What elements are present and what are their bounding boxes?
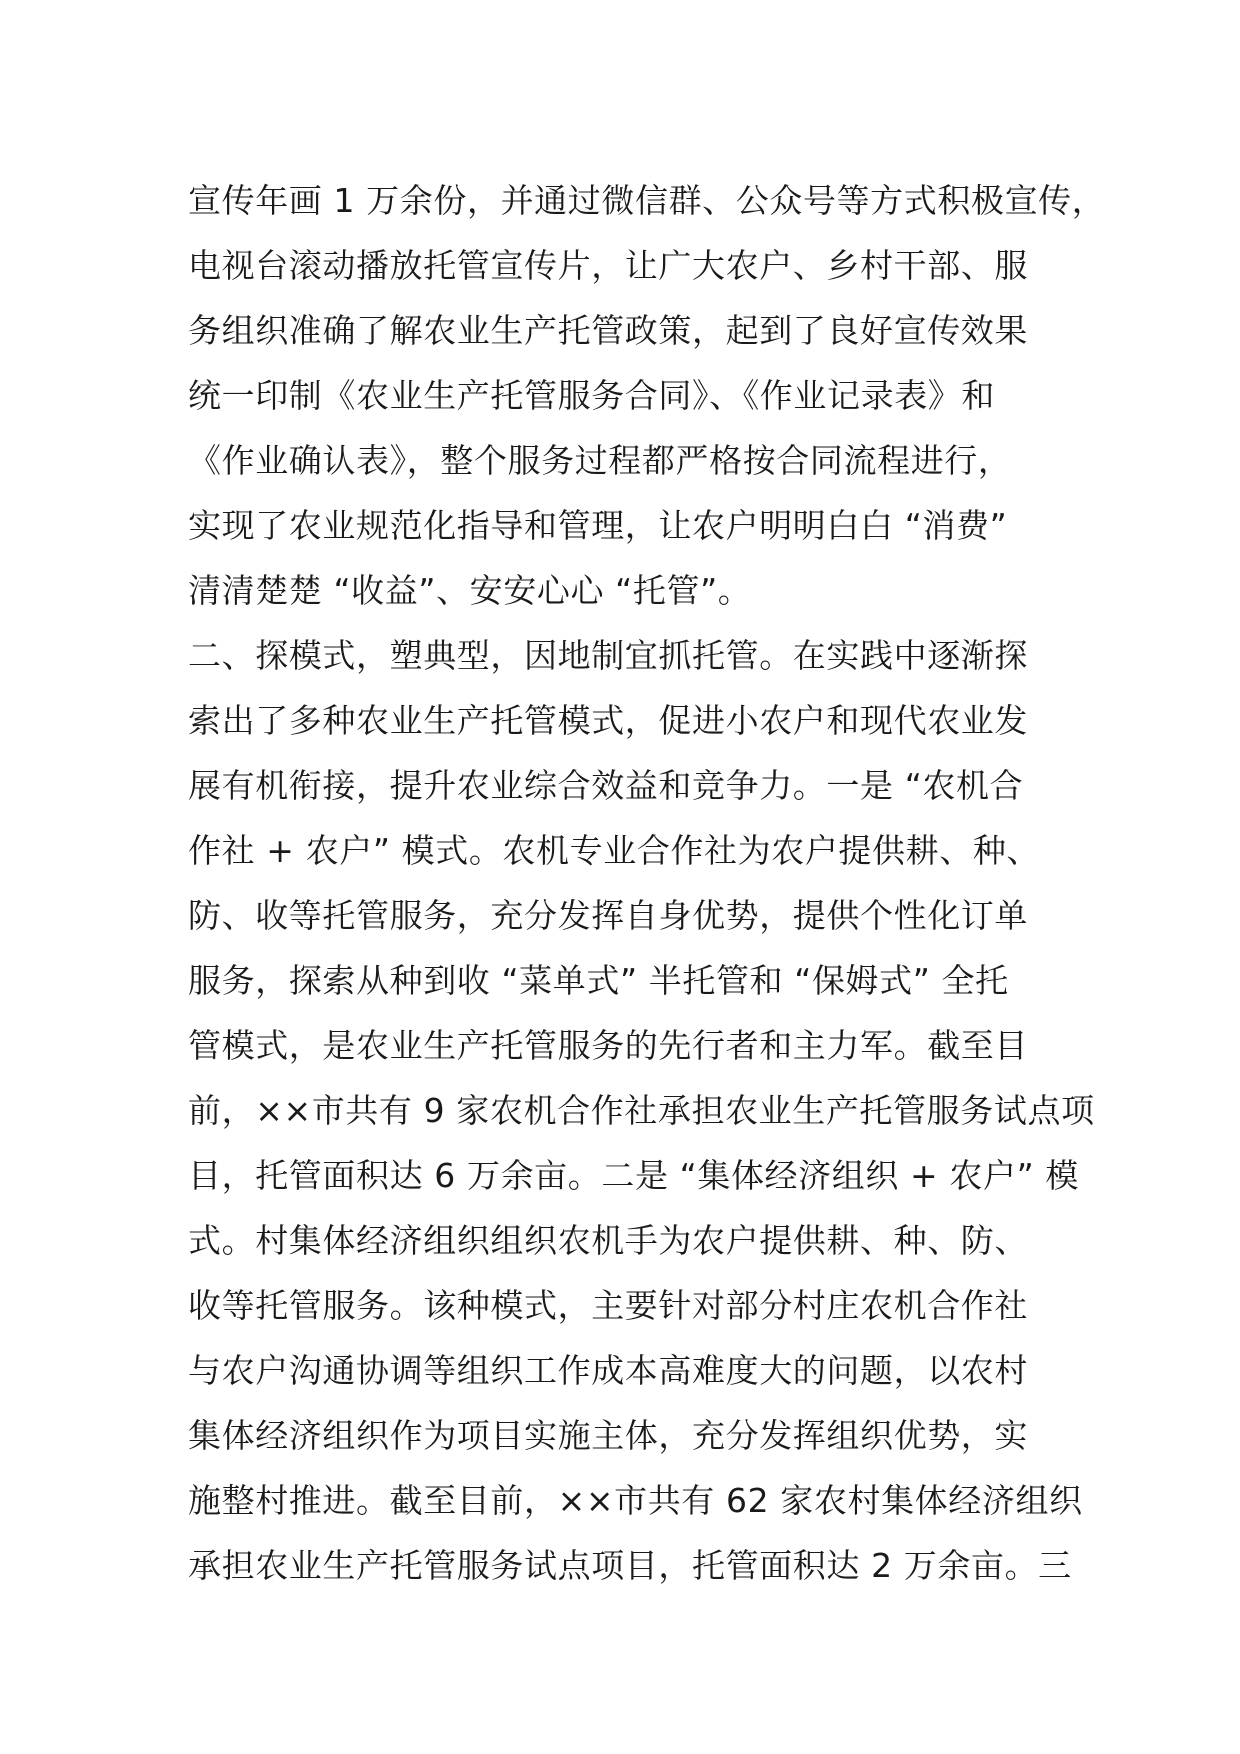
text-line: 索出了多种农业生产托管模式，促进小农户和现代农业发	[188, 701, 1028, 740]
text-line: 管模式，是农业生产托管服务的先行者和主力军。截至目	[188, 1026, 1028, 1065]
text-line: 施整村推进。截至目前，××市共有 62 家农村集体经济组织	[188, 1481, 1083, 1520]
text-line: 与农户沟通协调等组织工作成本高难度大的问题，以农村	[188, 1351, 1028, 1390]
section-heading-line: 二、探模式，塑典型，因地制宜抓托管。在实践中逐渐探	[188, 636, 1028, 675]
text-line: 承担农业生产托管服务试点项目，托管面积达 2 万余亩。三	[188, 1546, 1072, 1585]
text-line: 宣传年画 1 万余份，并通过微信群、公众号等方式积极宣传，	[188, 181, 1106, 220]
text-line: 实现了农业规范化指导和管理，让农户明明白白 “消费”	[188, 506, 1008, 545]
text-line: 统一印制《农业生产托管服务合同》、《作业记录表》和	[188, 376, 995, 415]
text-line: 集体经济组织作为项目实施主体，充分发挥组织优势，实	[188, 1416, 1028, 1455]
text-line: 电视台滚动播放托管宣传片，让广大农户、乡村干部、服	[188, 246, 1028, 285]
text-line: 式。村集体经济组织组织农机手为农户提供耕、种、防、	[188, 1221, 1028, 1260]
text-line: 展有机衔接，提升农业综合效益和竞争力。一是 “农机合	[188, 766, 1024, 805]
text-line: 清清楚楚 “收益”、安安心心 “托管”。	[188, 571, 752, 610]
text-line: 《作业确认表》，整个服务过程都严格按合同流程进行，	[188, 441, 1012, 480]
text-line: 防、收等托管服务，充分发挥自身优势，提供个性化订单	[188, 896, 1028, 935]
body-text	[188, 168, 1106, 1598]
text-line: 作社 + 农户” 模式。农机专业合作社为农户提供耕、种、	[188, 831, 1041, 870]
text-line: 务组织准确了解农业生产托管政策，起到了良好宣传效果	[188, 311, 1028, 350]
text-line: 服务，探索从种到收 “菜单式” 半托管和 “保姆式” 全托	[188, 961, 1009, 1000]
text-line: 目，托管面积达 6 万余亩。二是 “集体经济组织 + 农户” 模	[188, 1156, 1079, 1195]
text-line: 收等托管服务。该种模式，主要针对部分村庄农机合作社	[188, 1286, 1028, 1325]
text-line: 前，××市共有 9 家农机合作社承担农业生产托管服务试点项	[188, 1091, 1095, 1130]
